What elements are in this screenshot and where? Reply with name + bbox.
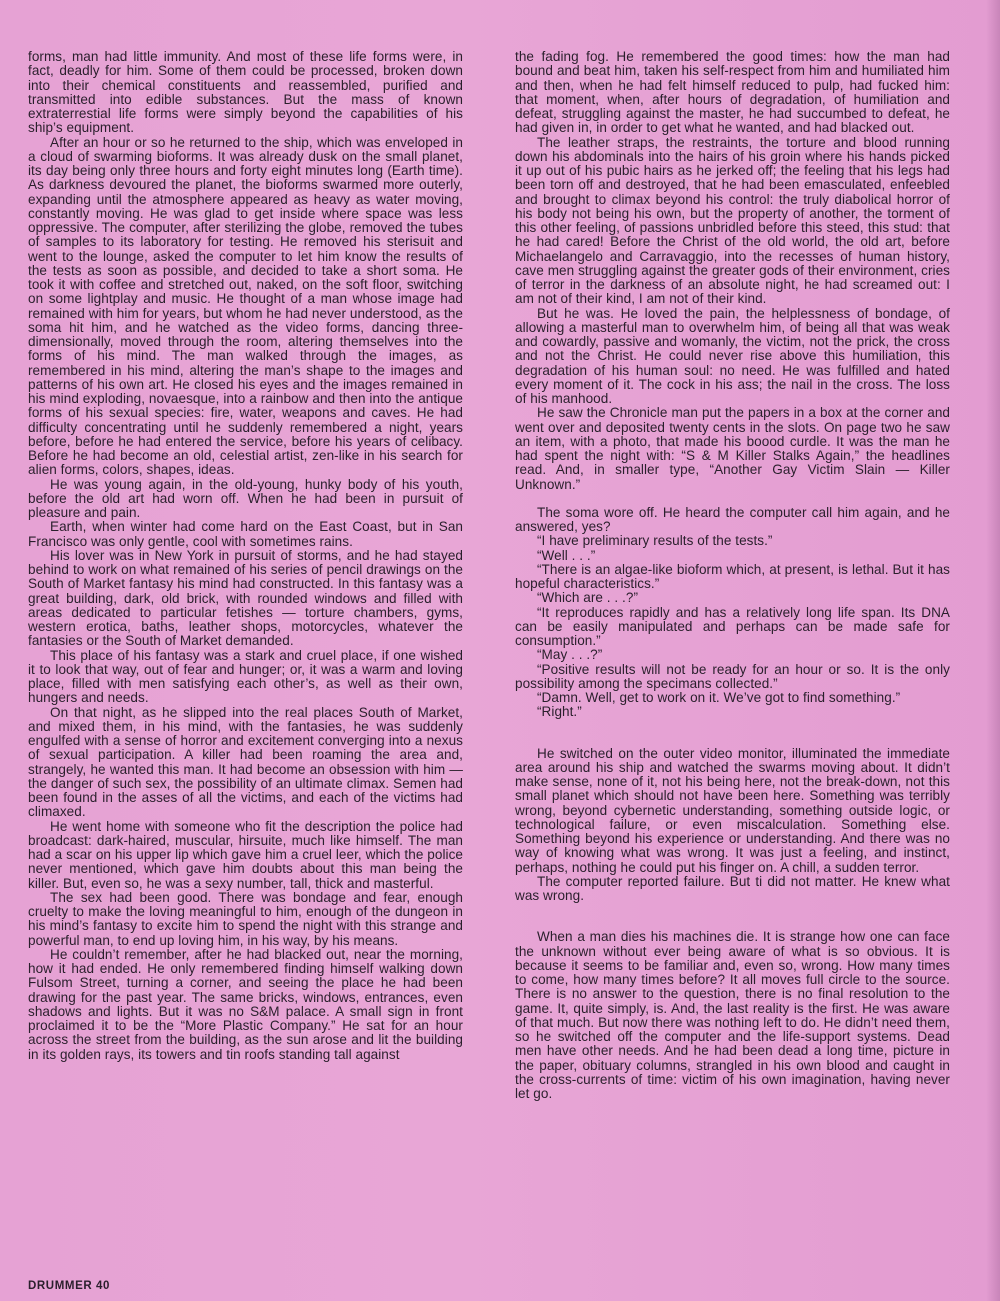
paragraph: Earth, when winter had come hard on the East Coast, but in San Francisco was only gentle, cool with sometimes rains.	[28, 519, 463, 549]
dialogue-line: “Damn. Well, get to work on it. We’ve got to find something.”	[537, 690, 901, 705]
paragraph: When a man dies his machines die. It is strange how one can face the unknown without ever being aware of what is so obvious. It is because it seems to be familiar and, even so, wrong. How many times to come, how many times before? It all moves full circle to the source. There is no answer to the question, there is no final resolution to the game. It, quite simply, is. And, the last reality is the first. He was aware of that much. But now there was nothing left to do. He didn’t need them, so he switched off the computer and the life-support systems. Dead men have other needs. And he had been dead a long time, picture in the paper, obituary columns, strangled in his own blood and caught in the cross-currents of time: victim of his own imagination, having never let go.	[515, 929, 950, 1101]
dialogue-line: “Positive results will not be ready for an hour or so. It is the only possibility among the specimans collected.”	[515, 661, 950, 691]
dialogue-line: “Right.”	[537, 704, 582, 720]
dialogue-line: “Well . . .”	[537, 547, 596, 563]
paragraph: On that night, as he slipped into the real places South of Market, and mixed them, in his mind, with the fantasies, he was suddenly engulfed with a sense of horror and excitement converging into a nexus of sexual participation. A killer had been roaming the area and, strangely, he wanted this man. It had become an obsession with him — the danger of such sex, the possibility of an ultimate climax. Semen had been found in the asses of all the victims, and each of the victims had climaxed.	[28, 704, 463, 820]
dialogue-line: “It reproduces rapidly and has a relatively long life span. Its DNA can be easily manipulated and perhaps can be made safe for consumption.”	[515, 604, 950, 648]
paragraph: He saw the Chronicle man put the papers in a box at the corner and went over and deposited twenty cents in the slots. On page two he saw an item, with a photo, that made his boood curdle. It was the man he had spent the night with: “S & M Killer Stalks Again,” the headlines read. And, in smaller type, “Another Gay Victim Slain — Killer Unknown.”	[515, 405, 950, 492]
paragraph: the fading fog. He remembered the good times: how the man had bound and beat him, taken his self-respect from him and humiliated him and then, when he had felt himself reduced to pulp, had fucked him: that moment, when, after hours of degradation, of humiliation and defeat, struggling against the master, he had succumbed to defeat, he had given in, in order to get what he wanted, and had blacked out.	[515, 50, 950, 136]
paragraph: forms, man had little immunity. And most of these life forms were, in fact, deadly for him. Some of them could be processed, broken down into their chemical constituents and reassembled, purified and transmitted into edible substances. But the mass of known extraterrestial life forms were simply beyond the capabilities of his ship’s equipment.	[28, 50, 463, 136]
paragraph: He was young again, in the old-young, hunky body of his youth, before the old art had worn off. When he had been in pursuit of pleasure and pain.	[28, 476, 463, 520]
left-text-column	[28, 50, 463, 1280]
paragraph: After an hour or so he returned to the ship, which was enveloped in a cloud of swarming bioforms. It was already dusk on the small planet, its day being only three hours and forty eight minutes long (Earth time). As darkness devoured the planet, the bioforms swarmed more outerly, expanding until the atmosphere appeared as heavy as water moving, constantly moving. He was glad to get inside where space was less oppressive. The computer, after sterilizing the globe, removed the tubes of samples to its laboratory for testing. He removed his sterisuit and went to the lounge, asked the computer to let him know the results of the tests as soon as possible, and decided to take a short soma. He took it with coffee and stretched out, naked, on the soft floor, switching on some lightplay and music. He thought of a man whose image had remained with him for years, but whom he had never understood, as the soma hit him, and he watched as the video forms, dancing three-dimensionally, moved through the room, altering themselves into the forms of his mind. The man walked through the images, as remembered in his mind, altering the man’s shape to the images and patterns of his own art. He closed his eyes and the images remained in his mind exploding, novaesque, into a rainbow and then into the antique forms of his sexual species: fire, water, weapons and caves. He had difficulty concentrating until he suddenly remembered a night, years before, before he had entered the service, before his years of celibacy. Before he had become an old, celestial artist, zen-like in his search for alien forms, colors, shapes, ideas.	[28, 134, 463, 478]
paragraph: This place of his fantasy was a stark and cruel place, if one wished it to look that way, out of fear and hunger; or, it was a warm and loving place, filled with men satisfying each other’s, as well as their own, hungers and needs.	[28, 647, 463, 706]
right-text-column	[515, 50, 950, 1280]
paragraph: He switched on the outer video monitor, illuminated the immediate area around his ship and watched the swarms moving about. It didn’t make sense, none of it, not his being here, not the break-down, not this small planet which should not have been here. Something was terribly wrong, beyond cybernetic understanding, something outside logic, or technological failure, or even miscalculation. Something else. Something beyond his experience or understanding. And there was no way of knowing what was wrong. It was just a feeling, and instinct, perhaps, nothing he could put his finger on. A chill, a sudden terror.	[515, 745, 950, 875]
dialogue-line: “Which are . . .?”	[537, 590, 639, 606]
paragraph: But he was. He loved the pain, the helplessness of bondage, of allowing a masterful man to overwhelm him, of being all that was weak and cowardly, passive and womanly, the victim, not the prick, the cross and not the Christ. He could never rise above this humiliation, this degradation of his human soul: no need. He was fulfilled and hated every moment of it. The cock in his ass; the nail in the cross. The loss of his manhood.	[515, 305, 950, 406]
page-folio: DRUMMER 40	[28, 1280, 111, 1292]
paragraph: The sex had been good. There was bondage and fear, enough cruelty to make the loving meaningful to him, enough of the dungeon in his mind’s fantasy to excite him to spend the night with this strange and powerful man, to end up loving him, in his way, by his means.	[28, 889, 463, 948]
paragraph: His lover was in New York in pursuit of storms, and he had stayed behind to work on what remained of his series of pencil drawings on the South of Market fantasy his mind had constructed. In this fantasy was a great building, dark, old brick, with rounded windows and filled with areas dedicated to particular fetishes — torture chambers, gyms, western erotica, baths, leather shops, motorcycles, whatever the fantasies or the South of Market demanded.	[28, 547, 463, 649]
paragraph: He went home with someone who fit the description the police had broadcast: dark-haired, muscular, hirsuite, much like himself. The man had a scar on his upper lip which gave him a cruel leer, which the police never mentioned, which gave him doubts about this man being the killer. But, even so, he was a sexy number, tall, thick and masterful.	[28, 818, 463, 891]
paragraph: The soma wore off. He heard the computer call him again, and he answered, yes?	[515, 504, 950, 534]
dialogue-line: “There is an algae-like bioform which, at present, is lethal. But it has hopeful characteristics.”	[515, 561, 950, 591]
paragraph: The leather straps, the restraints, the torture and blood running down his abdominals into the hairs of his groin where his hands picked it up out of his pubic hairs as he jerked off; the feeling that his legs had been torn off and destroyed, that he had been emasculated, enfeebled and brought to climax beyond his control: the truly diabolical horror of his body not being his own, but the property of another, the torment of this other feeling, of passions unbridled before this steed, this stud: that he had cared! Before the Christ of the old world, the old art, before Michaelangelo and Carravaggio, into the recesses of human history, cave men struggling against the greater gods of their environment, cries of terror in the darkness of an absolute night, he had screamed out: I am not of their kind, I am not of their kind.	[515, 134, 950, 307]
paragraph: The computer reported failure. But ti did not matter. He knew what was wrong.	[515, 873, 950, 903]
page-edge-shadow	[986, 0, 1000, 1301]
dialogue-line: “May . . .?”	[537, 647, 603, 663]
paragraph: He couldn’t remember, after he had blacked out, near the morning, how it had ended. He only remembered finding himself walking down Fulsom Street, turning a corner, and seeing the place he had been drawing for the past year. The same bricks, windows, entrances, even shadows and lights. But it was no S&M palace. A small sign in front proclaimed it to be the “More Plastic Company.” He sat for an hour across the street from the building, as the sun arose and lit the building in its golden rays, its towers and tin roofs standing tall against	[28, 946, 463, 1062]
dialogue-line: “I have preliminary results of the tests.”	[537, 533, 773, 549]
